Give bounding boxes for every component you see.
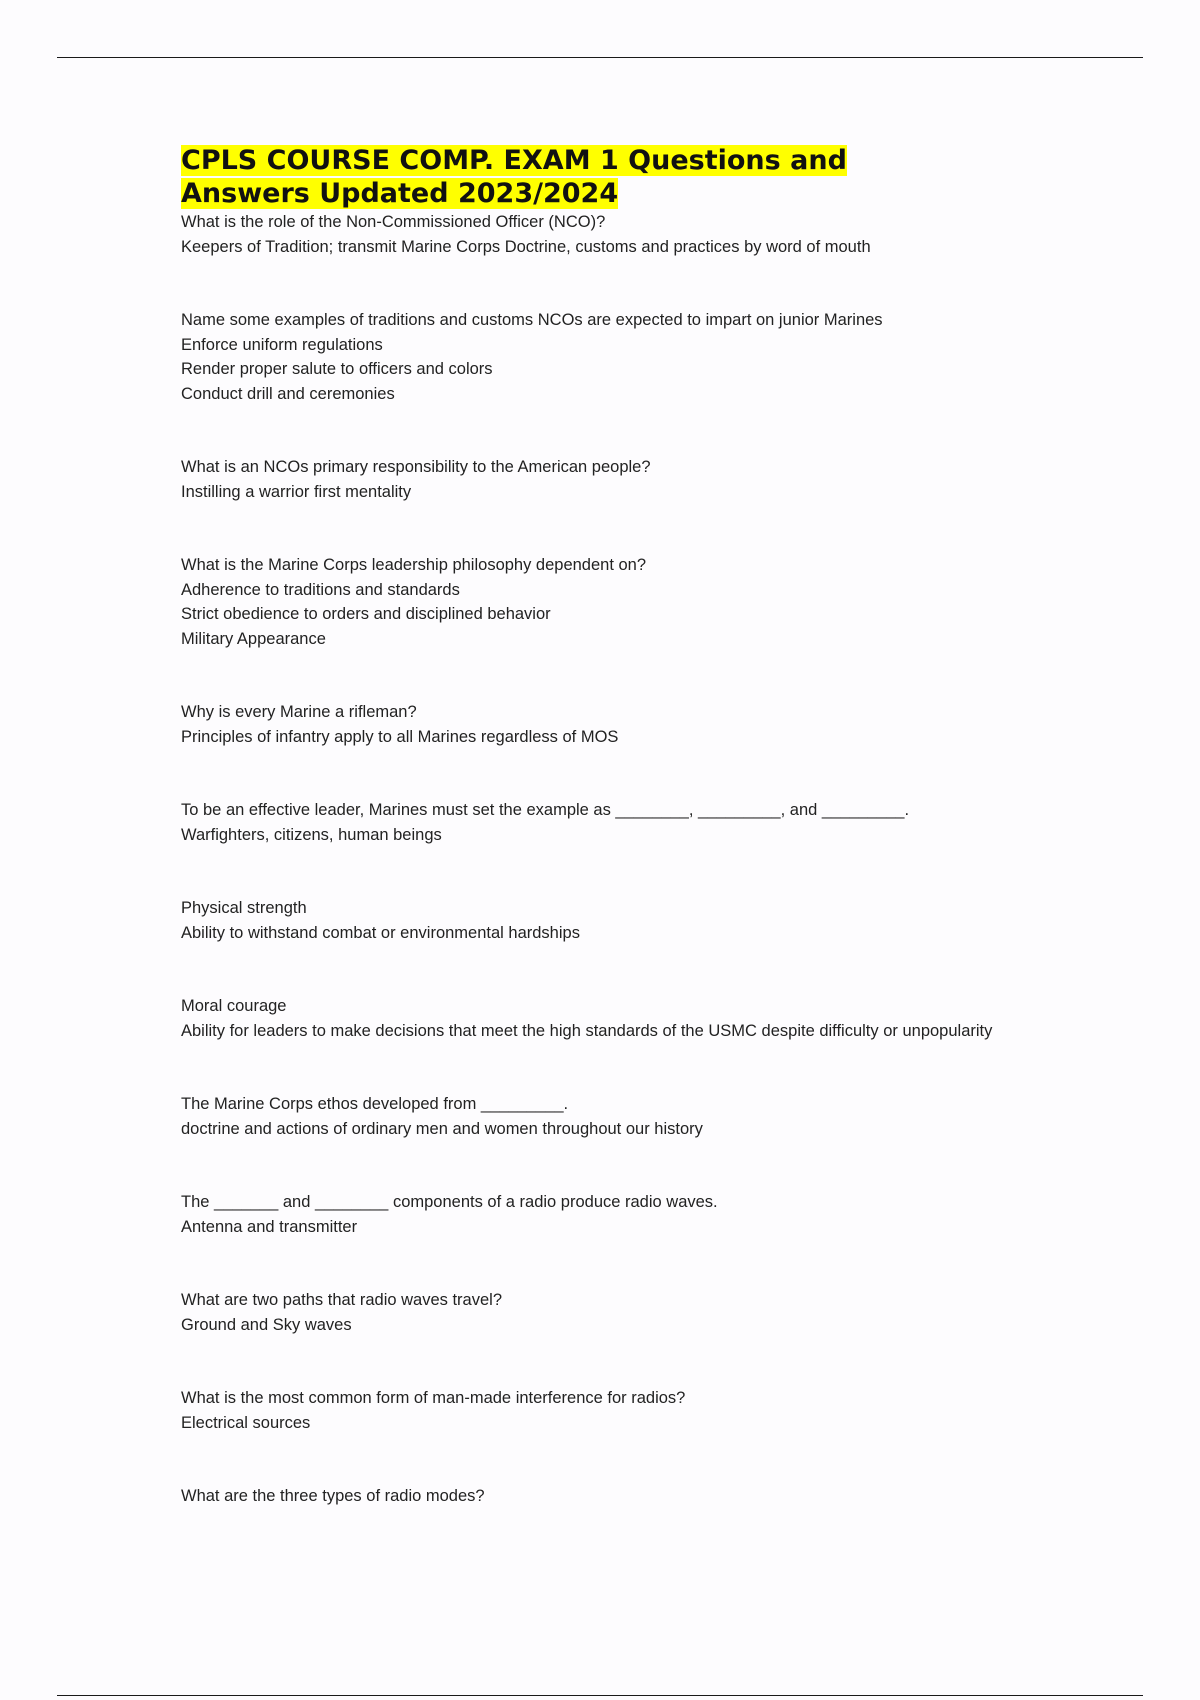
question: What is the most common form of man-made interference for radios? — [181, 1389, 686, 1407]
document-body — [181, 144, 1041, 1509]
qa-item — [181, 700, 1041, 749]
top-rule — [57, 57, 1143, 58]
answer-line: Ability to withstand combat or environmental hardships — [181, 923, 580, 942]
answer-line: Instilling a warrior first mentality — [181, 482, 412, 501]
qa-item — [181, 896, 1041, 945]
title-line-1: CPLS COURSE COMP. EXAM 1 Questions and — [181, 145, 847, 176]
qa-item — [181, 553, 1041, 651]
answer-line: Adherence to traditions and standards — [181, 580, 460, 599]
answer-line: Military Appearance — [181, 629, 326, 648]
question: To be an effective leader, Marines must set the example as ________, _________, and _________. — [181, 801, 910, 819]
qa-item — [181, 1190, 1041, 1239]
question: What are two paths that radio waves travel? — [181, 1291, 502, 1309]
answer-line: Ground and Sky waves — [181, 1315, 352, 1334]
qa-item — [181, 1484, 1041, 1509]
answer-line: Conduct drill and ceremonies — [181, 384, 395, 403]
qa-item — [181, 1386, 1041, 1435]
bottom-rule — [57, 1695, 1143, 1696]
answer-line: Principles of infantry apply to all Marines regardless of MOS — [181, 727, 619, 746]
answer-line: Warfighters, citizens, human beings — [181, 825, 442, 844]
qa-item — [181, 455, 1041, 504]
answer-line: Keepers of Tradition; transmit Marine Corps Doctrine, customs and practices by word of mouth — [181, 237, 871, 256]
qa-item — [181, 994, 1041, 1043]
answer-line: Render proper salute to officers and colors — [181, 360, 493, 378]
question: The Marine Corps ethos developed from _________. — [181, 1095, 569, 1113]
question: What are the three types of radio modes? — [181, 1487, 485, 1505]
qa-item — [181, 308, 1041, 406]
qa-item — [181, 1092, 1041, 1141]
qa-item — [181, 798, 1041, 847]
question: What is the role of the Non-Commissioned Officer (NCO)? — [181, 213, 606, 231]
question: The _______ and ________ components of a radio produce radio waves. — [181, 1193, 718, 1211]
question: Name some examples of traditions and customs NCOs are expected to impart on junior Marines — [181, 311, 883, 329]
qa-item — [181, 1288, 1041, 1337]
answer-line: Enforce uniform regulations — [181, 335, 383, 354]
question: Moral courage — [181, 997, 287, 1015]
answer-line: Strict obedience to orders and disciplined behavior — [181, 605, 551, 623]
question: Physical strength — [181, 899, 307, 917]
qa-list — [181, 210, 1041, 1509]
title-line-2: Answers Updated 2023/2024 — [181, 178, 619, 209]
answer-line: Electrical sources — [181, 1413, 311, 1432]
qa-item — [181, 210, 1041, 259]
answer-line: Antenna and transmitter — [181, 1217, 358, 1236]
question: What is an NCOs primary responsibility to the American people? — [181, 458, 651, 476]
answer-line: Ability for leaders to make decisions that meet the high standards of the USMC despite difficulty or unpopularity — [181, 1021, 993, 1040]
question: Why is every Marine a rifleman? — [181, 703, 417, 721]
answer-line: doctrine and actions of ordinary men and women throughout our history — [181, 1119, 703, 1138]
document-title — [181, 144, 1041, 210]
question: What is the Marine Corps leadership philosophy dependent on? — [181, 556, 647, 574]
